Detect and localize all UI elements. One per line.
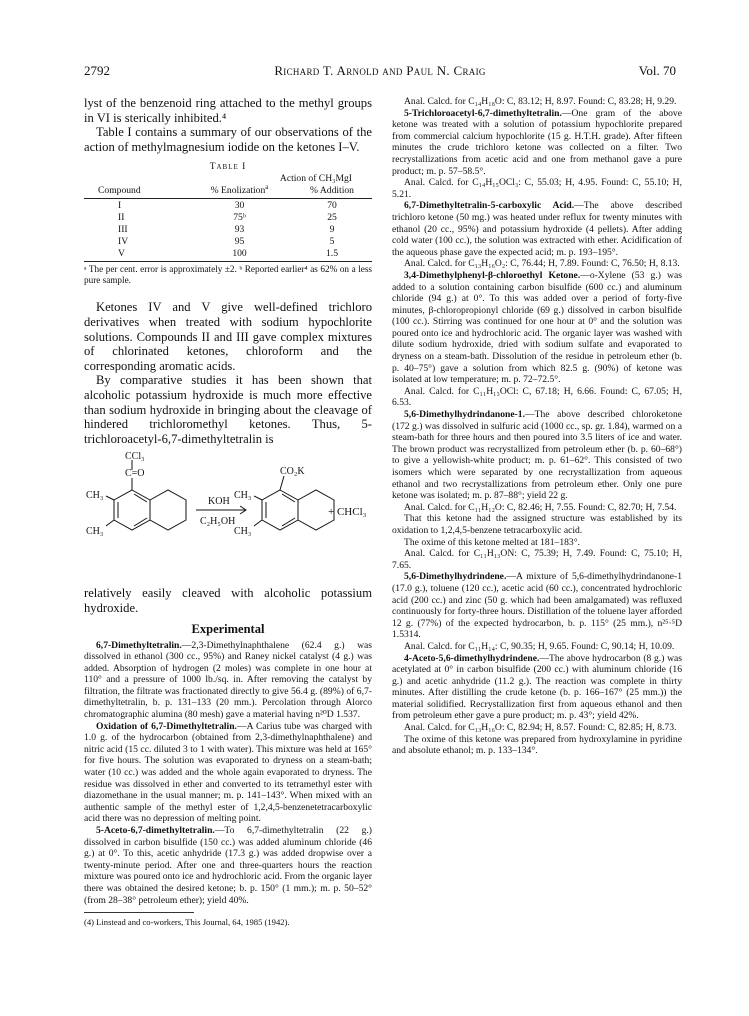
paragraph: By comparative studies it has been shown that alcoholic potassium hydroxide is much more effective than sodium hydroxide in bringing about the cleavage of hindered trichloromethyl ketones. Thus, 5-trichloroacetyl-6,7-dimethyltetralin is [84, 373, 372, 446]
analysis: Anal. Calcd. for C₁₁H₁₄: C, 90.35; H, 9.65. Found: C, 90.14; H, 10.09. [404, 640, 675, 652]
analysis: Anal. Calcd. for C₁₁H₁₂O: C, 82.46; H, 7.55. Found: C, 82.70; H, 7.54. [404, 501, 677, 513]
label-carbonyl: C=O [125, 468, 145, 480]
product-aromatic-ring [262, 490, 298, 530]
volume-label: Vol. 70 [638, 63, 676, 78]
table-cell-enolization: 93 [234, 224, 245, 236]
paragraph: Table I contains a summary of our observations of the action of methylmagnesium iodide on the ketones I–V. [84, 125, 372, 154]
bond [280, 476, 284, 490]
table-row [84, 224, 372, 236]
data-table [84, 173, 372, 260]
analysis: Anal. Calcd. for C₁₃H₁₆O: C, 82.94; H, 8.57. Found: C, 82.85; H, 8.73. [404, 722, 677, 734]
table-cell-enolization: 100 [232, 248, 247, 260]
table-cell-compound: V [118, 248, 125, 260]
table-cell-addition: 9 [329, 224, 335, 236]
label-koh: KOH [208, 496, 230, 508]
table-cell-addition: 25 [327, 212, 337, 224]
table-row [84, 248, 372, 260]
table-cell-enolization: 30 [234, 200, 245, 212]
bond [254, 520, 262, 526]
table-cell-enolization: 75ᵇ [233, 212, 246, 224]
procedure: 3,4-Dimethylphenyl-β-chloroethyl Ketone.—o-Xylene (53 g.) was added to a solution containing carbon bisulfide (600 cc.) and aluminum chloride (94 g.) at 0°. To this was added over a period of forty-five minutes, β-chloropropionyl chloride (69 g.) dissolved in carbon bisulfide (100 cc.). Stirring was continued for one hour at 0° and the solution was poured onto ice and hydrochloric acid. The organic layer was washed with dilute sodium hydroxide, dried with sodium sulfate and evaporated to dryness on a steam-bath. Dissolution of the residue in petroleum ether (b. p. 40–75°) gave a solution from which 82.5 g. (90%) of ketone was isolated at low temperature; m. p. 72–72.5°. [392, 269, 682, 386]
label-ch3: CH₃ [86, 526, 104, 538]
table-header-compound: Compound [98, 185, 141, 197]
bond [106, 520, 114, 526]
table-header-enolization: % Enolization$^a$ [210, 183, 269, 197]
procedure: 5-Aceto-6,7-dimethyltetralin.—To 6,7-dimethyltetralin (22 g.) dissolved in carbon bisulfide (150 cc.) was added aluminum chloride (46 g.) at 0°. To this, acetic anhydride (17.3 g.) was added dropwise over a twenty-minute period. After one and three-quarters hours the reaction mixture was poured onto ice and hydrochloric acid. From the organic layer there was obtained the desired ketone; b. p. 150° (1 mm.); m. p. 50–52° (from 28–38° petroleum ether); yield 40%. [84, 825, 372, 906]
label-chcl3: + CHCl₃ [328, 506, 367, 519]
analysis: Anal. Calcd. for C₁₃H₁₆O₂: C, 76.44; H, 7.89. Found: C, 76.50; H, 8.13. [404, 258, 680, 270]
running-header [84, 63, 676, 83]
reactant-aromatic-ring [114, 490, 150, 530]
right-column [392, 96, 682, 757]
running-title: Richard T. Arnold and Paul N. Craig [274, 63, 486, 78]
analysis: Anal. Calcd. for C₁₁H₁₃ON: C, 75.39; H, 7.49. Found: C, 75.10; H, 7.65. [392, 548, 682, 571]
reaction-scheme-drawing [84, 452, 372, 582]
table-cell-compound: IV [118, 236, 129, 248]
left-column [84, 96, 372, 927]
label-ch3: CH₃ [86, 490, 104, 502]
procedure: Oxidation of 6,7-Dimethyltetralin.—A Carius tube was charged with 1.0 g. of the hydrocarbon (obtained from 2,3-dimethylnaphthalene) and nitric acid (15 cc. diluted 3 to 1 with water). This mixture was held at 165° for five hours. The solution was evaporated to dryness on a steam-bath; water (10 cc.) was added and the whole again evaporated to dryness. The residue was dissolved in ether and converted to its tetramethyl ester with diazomethane in the usual manner; m. p. 141–143°. When mixed with an authentic sample of the methyl ester of 1,2,4,5-benzenetetracarboxylic acid there was no depression of melting point. [84, 720, 372, 825]
section-heading: Experimental [191, 621, 265, 636]
analysis: Anal. Calcd. for C₁₄H₁₅OCl₃: C, 55.03; H, 4.95. Found: C, 55.10; H, 5.21. [392, 177, 682, 200]
paragraph: Ketones IV and V give well-defined trichloro derivatives when treated with sodium hypochlorite solutions. Compounds II and III gave complex mixtures of chlorinated ketones, chloroform and the corresponding aromatic acids. [84, 300, 372, 373]
table-cell-addition: 5 [329, 236, 335, 248]
reaction-scheme [84, 452, 372, 582]
table-cell-compound: III [118, 224, 128, 236]
table-row [84, 236, 372, 248]
page-number: 2792 [84, 63, 110, 78]
label-ch3: CH₃ [234, 490, 252, 502]
table-cell-addition: 70 [327, 200, 337, 212]
procedure: 5,6-Dimethylhydrindene.—A mixture of 5,6-dimethylhydrindanone-1 (17.0 g.), toluene (120 cc.), acetic acid (60 cc.), concentrated hydrochloric acid (200 cc.) and zinc (50 g. which had been amalgamated) was refluxed continuously for forty-three hours. Distillation of the toluene layer afforded 12 g. (77%) of the expected hydrocarbon, b. p. 115° (25 mm.), n²⁵·⁵D 1.5314. [392, 571, 682, 641]
label-ch3: CH₃ [234, 526, 252, 538]
table-note: ᵃ The per cent. error is approximately ±2. ᵇ Reported earlier⁴ as 62% on a less pure sample. [84, 264, 372, 286]
table-cell-addition: 1.5 [326, 248, 338, 260]
procedure: 5-Trichloroacetyl-6,7-dimethyltetralin.—One gram of the above ketone was treated with a solution of potassium hypochlorite prepared from commercial calcium hypochlorite (15 g. H.T.H. grade). After fifteen minutes the crude trichloro ketone was collected on a filter. Two recrystallizations from acetic acid and one from methanol gave a pure product; m. p. 57–58.5°. [392, 107, 682, 177]
table-cell-compound: I [118, 200, 122, 212]
procedure: 4-Aceto-5,6-dimethylhydrindene.—The above hydrocarbon (8 g.) was acetylated at 0° in carbon bisulfide (200 cc.) with aluminum chloride (16 g.) and acetic anhydride (11.2 g.). The reaction was complete in thirty minutes. After distilling the crude ketone (b. p. 166–167° (25 mm.)) the material solidified. Recrystallization first from aqueous ethanol and then from petroleum ether gave a pure product; m. p. 43°; yield 42%. [392, 652, 682, 722]
bond [254, 496, 262, 500]
table-title: Table I [209, 162, 247, 173]
label-solvent: C₂H₅OH [200, 516, 236, 528]
table-cell-enolization: 95 [234, 236, 245, 248]
table-row [84, 212, 372, 224]
label-co2k: CO₂K [280, 466, 305, 478]
paragraph: lyst of the benzenoid ring attached to the methyl groups in VI is sterically inhibited.⁴ [84, 96, 372, 125]
procedure: 6,7-Dimethyltetralin.—2,3-Dimethylnaphthalene (62.4 g.) was dissolved in ethanol (300 cc., 95%) and Raney nickel catalyst (4 g.) was added. Absorption of hydrogen (2 moles) was complete in one hour at 110° and a pressure of 1000 lb./sq. in. After removing the catalyst by filtration, the filtrate was fractionated directly to give 56.4 g. (89%) of 6,7-dimethyltetralin, b. p. 131–133 (20 mm.). Percolation through Alorco chromatographic alumina (80 mesh) gave a material having n²⁰D 1.537. [84, 639, 372, 721]
table-cell-compound: II [118, 212, 125, 224]
table-header-addition: % Addition [310, 185, 354, 197]
paragraph: The oxime of this ketone melted at 181–183°. [404, 536, 580, 548]
paragraph: relatively easily cleaved with alcoholic potassium hydroxide. [84, 586, 372, 615]
bond [106, 496, 114, 500]
footnote: (4) Linstead and co-workers, This Journal, 64, 1985 (1942). [84, 917, 290, 928]
paragraph: That this ketone had the assigned structure was established by its oxidation to 1,2,4,5-benzene tetracarboxylic acid. [392, 513, 682, 536]
label-ccl3: CCl₃ [125, 452, 145, 463]
footnote-rule [84, 912, 194, 913]
table-row [84, 200, 372, 212]
table-col-group: Action of CH₃MgI [279, 173, 352, 185]
procedure: 5,6-Dimethylhydrindanone-1.—The above described chloroketone (172 g.) was dissolved in sulfuric acid (1000 cc., sp. gr. 1.84), warmed on a steam-bath for three hours and then poured into 3.5 liters of ice and water. The brown product was recrystallized from petroleum ether (b. p. 60–68°) to give a yellowish-white product; m. p. 61–62°. This consisted of two isomers which were separated by one recrystallization from aqueous ethanol and two recrystallizations from petroleum ether. Only one pure ketone was isolated; m. p. 87–88°; yield 22 g. [392, 409, 682, 502]
reactant-saturated-ring [150, 490, 186, 530]
analysis: Anal. Calcd. for C₁₄H₁₈O: C, 83.12; H, 8.97. Found: C, 83.28; H, 9.29. [404, 96, 677, 107]
procedure: 6,7-Dimethyltetralin-5-carboxylic Acid.—The above described trichloro ketone (50 mg.) was heated under reflux for twenty minutes with ethanol (20 cc., 95%) and potassium hydroxide (4 pellets). After adding cold water (100 cc.), the solution was extracted with ether. Acidification of the aqueous phase gave the expected acid; m. p. 193–195°. [392, 200, 682, 258]
paragraph: The oxime of this ketone was prepared from hydroxylamine in pyridine and absolute ethanol; m. p. 133–134°. [392, 733, 682, 757]
analysis: Anal. Calcd. for C₁₁H₁₃OCl: C, 67.18; H, 6.66. Found: C, 67.05; H, 6.53. [392, 385, 682, 409]
